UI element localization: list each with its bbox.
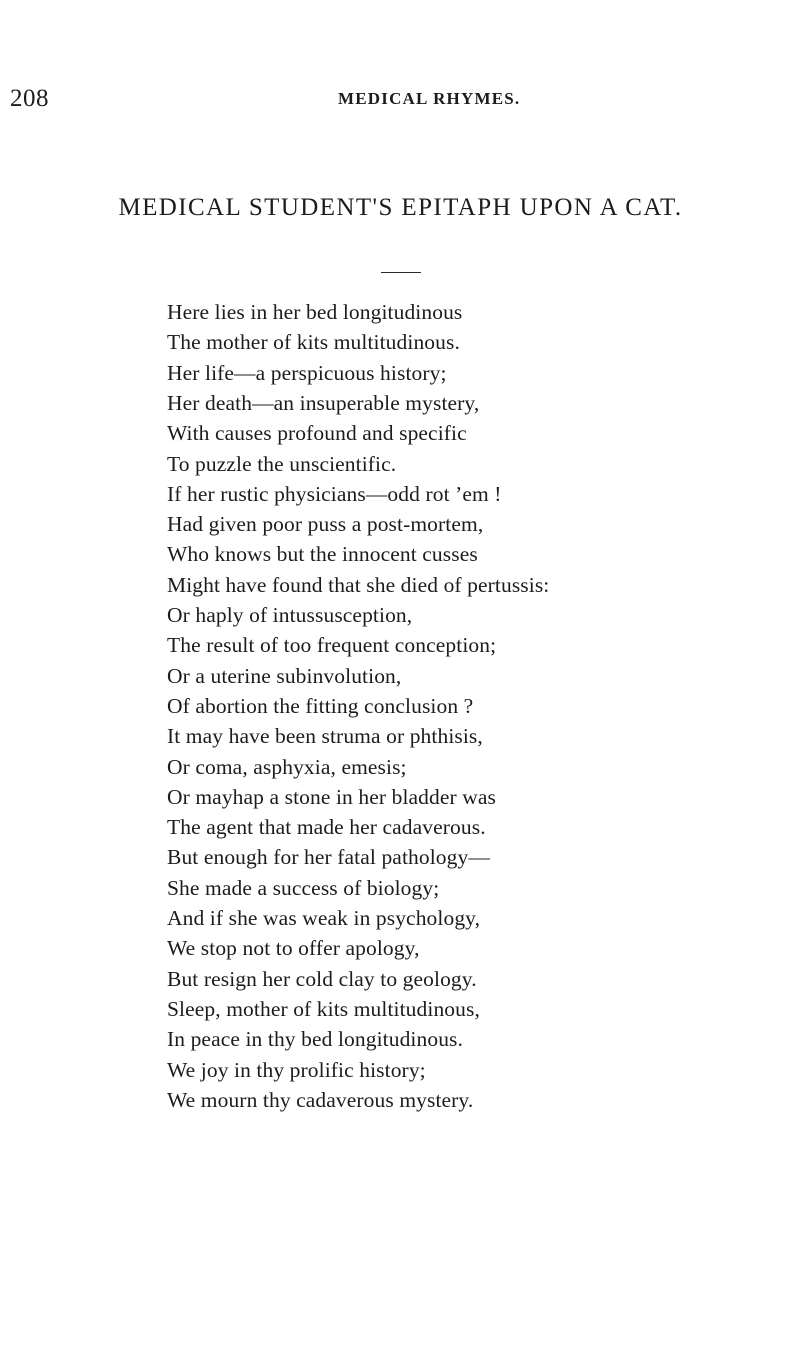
- poem-line: We stop not to offer apology,: [167, 936, 420, 961]
- poem-line: And if she was weak in psychology,: [167, 906, 481, 930]
- poem-line: She made a success of biology;: [167, 875, 440, 900]
- poem-line: But resign her cold clay to geology.: [167, 966, 477, 991]
- poem-line: In peace in thy bed longitudinous.: [167, 1027, 463, 1052]
- poem-line: To puzzle the unscientific.: [167, 451, 397, 476]
- running-head: [0, 82, 801, 116]
- poem-line: Of abortion the fitting conclusion ?: [167, 693, 474, 718]
- running-title: MEDICAL RHYMES.: [338, 89, 521, 108]
- poem-line: Or coma, asphyxia, emesis;: [167, 754, 407, 779]
- poem-line: Or haply of intussusception,: [167, 603, 413, 627]
- page-number: 208: [10, 85, 49, 112]
- poem-line: Or mayhap a stone in her bladder was: [167, 784, 496, 809]
- poem-line: Or a uterine subinvolution,: [167, 663, 402, 688]
- poem-line: Might have found that she died of pertussis:: [167, 572, 550, 597]
- poem-line: Sleep, mother of kits multitudinous,: [167, 996, 480, 1021]
- title-divider: [381, 272, 421, 273]
- poem-line: With causes profound and specific: [167, 421, 467, 446]
- poem-line: Her life—a perspicuous history;: [167, 360, 447, 385]
- poem-line: The result of too frequent conception;: [167, 633, 497, 658]
- poem-line: It may have been struma or phthisis,: [167, 724, 483, 749]
- poem-line: The agent that made her cadaverous.: [167, 815, 486, 840]
- poem-title: MEDICAL STUDENT'S EPITAPH UPON A CAT.: [118, 194, 683, 221]
- poem-line: The mother of kits multitudinous.: [167, 330, 460, 355]
- poem-line: If her rustic physicians—odd rot ’em !: [167, 481, 502, 506]
- poem-line: Who knows but the innocent cusses: [167, 542, 478, 567]
- poem-line: We mourn thy cadaverous mystery.: [167, 1087, 474, 1112]
- poem-line: Had given poor puss a post-mortem,: [167, 512, 484, 537]
- poem-line: Her death—an insuperable mystery,: [167, 390, 480, 415]
- poem-line: We joy in thy prolific history;: [167, 1057, 426, 1082]
- poem-line: Here lies in her bed longitudinous: [167, 300, 463, 324]
- poem-line: But enough for her fatal pathology—: [167, 845, 490, 870]
